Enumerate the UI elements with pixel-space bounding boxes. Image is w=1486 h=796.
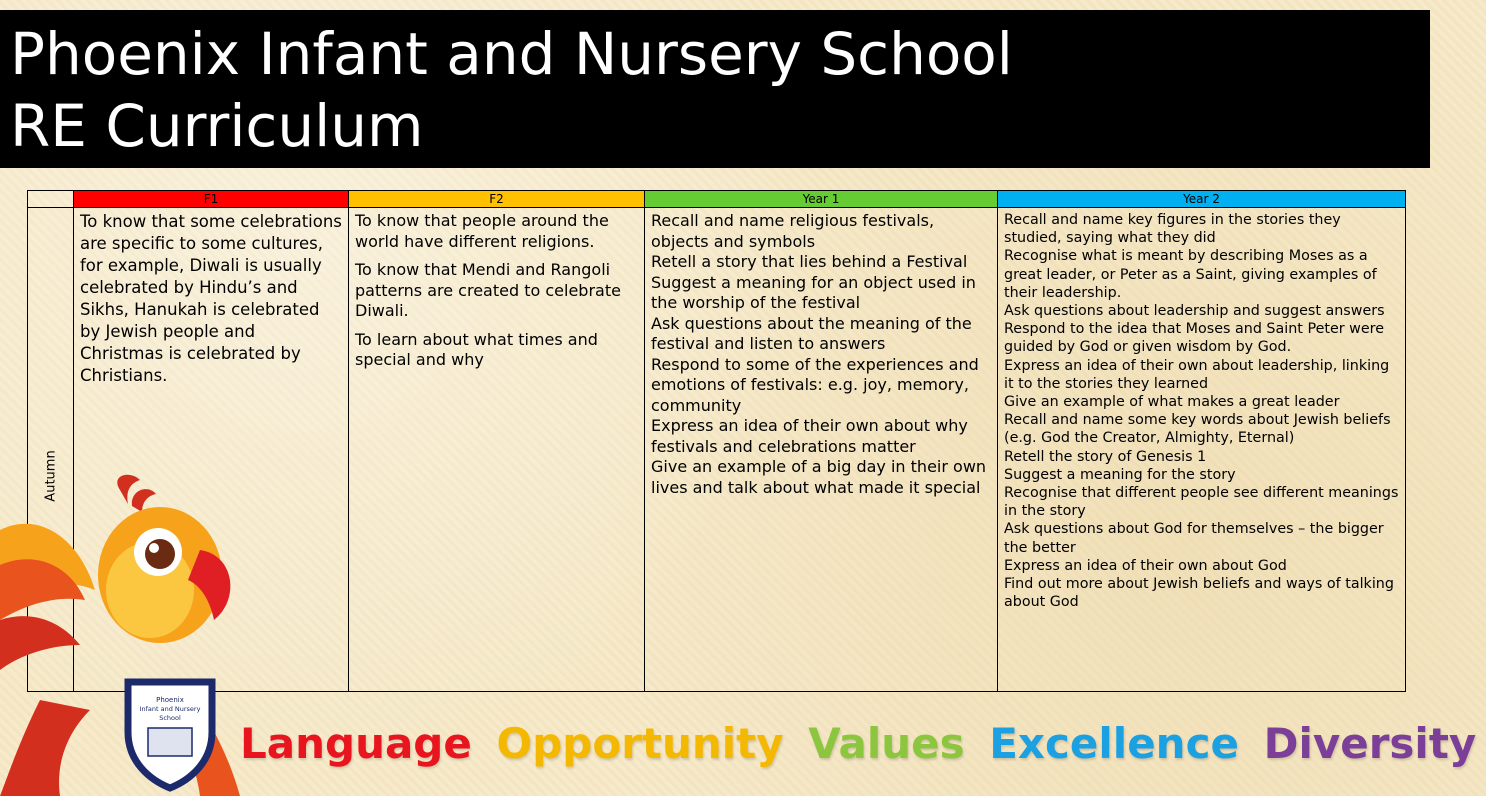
objective-item: Suggest a meaning for an object used in the worship of the festival: [651, 272, 976, 312]
value-language: Language: [240, 719, 472, 768]
logo-text-1: Phoenix: [156, 696, 184, 704]
objective-item: Ask questions about the meaning of the festival and listen to answers: [651, 313, 972, 353]
header-blank: [28, 191, 74, 208]
objective-item: Recognise what is meant by describing Moses as a great leader, or Peter as a Saint, giving examples of their leadership.: [1004, 248, 1377, 301]
school-name: Phoenix Infant and Nursery School: [10, 20, 1013, 88]
cell-year-1: [645, 208, 998, 692]
objective-item: Express an idea of their own about why festivals and celebrations matter: [651, 416, 968, 456]
value-values: Values: [808, 719, 965, 768]
header-f2: F2: [349, 191, 645, 208]
objective-item: Find out more about Jewish beliefs and ways of talking about God: [1004, 576, 1394, 611]
objective-item: Recall and name key figures in the stories they studied, saying what they did: [1004, 212, 1341, 247]
page-title: RE Curriculum: [10, 92, 424, 160]
school-values: [240, 712, 1486, 782]
cell-year-2: [998, 208, 1406, 692]
objective-item: Respond to some of the experiences and emotions of festivals: e.g. joy, memory, community: [651, 354, 979, 415]
value-excellence: Excellence: [989, 719, 1239, 768]
objective-item: To learn about what times and special and why: [355, 329, 598, 369]
objective-item: Ask questions about God for themselves – the bigger the better: [1004, 521, 1384, 556]
objective-item: Express an idea of their own about leadership, linking it to the stories they learned: [1004, 357, 1390, 392]
header-f1: F1: [74, 191, 349, 208]
objective-item: Retell a story that lies behind a Festival: [651, 252, 968, 271]
cell-f2: [349, 208, 645, 692]
objective-item: Retell the story of Genesis 1: [1004, 448, 1207, 465]
objective-item: Give an example of what makes a great leader: [1004, 394, 1340, 411]
objective-item: Respond to the idea that Moses and Saint Peter were guided by God or given wisdom by God.: [1004, 321, 1385, 356]
header-year-1: Year 1: [645, 191, 998, 208]
logo-text-2: Infant and Nursery: [139, 705, 201, 713]
value-diversity: Diversity: [1263, 719, 1477, 768]
objective-item: Express an idea of their own about God: [1004, 557, 1287, 574]
objective-item: Recall and name some key words about Jewish beliefs (e.g. God the Creator, Almighty, Eternal): [1004, 412, 1391, 447]
objective-item: Recognise that different people see different meanings in the story: [1004, 485, 1399, 520]
header-row: [28, 191, 1406, 208]
season-label: Autumn: [43, 450, 58, 502]
value-opportunity: Opportunity: [496, 719, 784, 768]
phoenix-mascot-logo: [0, 470, 240, 796]
objective-item: To know that people around the world have different religions.: [355, 211, 609, 251]
logo-text-3: School: [159, 714, 181, 722]
objective-item: Give an example of a big day in their own lives and talk about what made it special: [651, 457, 987, 497]
objective-item: To know that some celebrations are specific to some cultures, for example, Diwali is usually celebrated by Hindu’s and Sikhs, Hanukah is celebrated by Jewish people and Christmas is celebrated by Christians.: [80, 212, 342, 385]
objective-item: Ask questions about leadership and suggest answers: [1004, 303, 1385, 320]
objective-item: Suggest a meaning for the story: [1004, 466, 1236, 483]
header-year-2: Year 2: [998, 191, 1406, 208]
objective-item: To know that Mendi and Rangoli patterns are created to celebrate Diwali.: [355, 260, 621, 320]
objective-item: Recall and name religious festivals, objects and symbols: [651, 211, 935, 251]
title-banner: [0, 10, 1430, 168]
